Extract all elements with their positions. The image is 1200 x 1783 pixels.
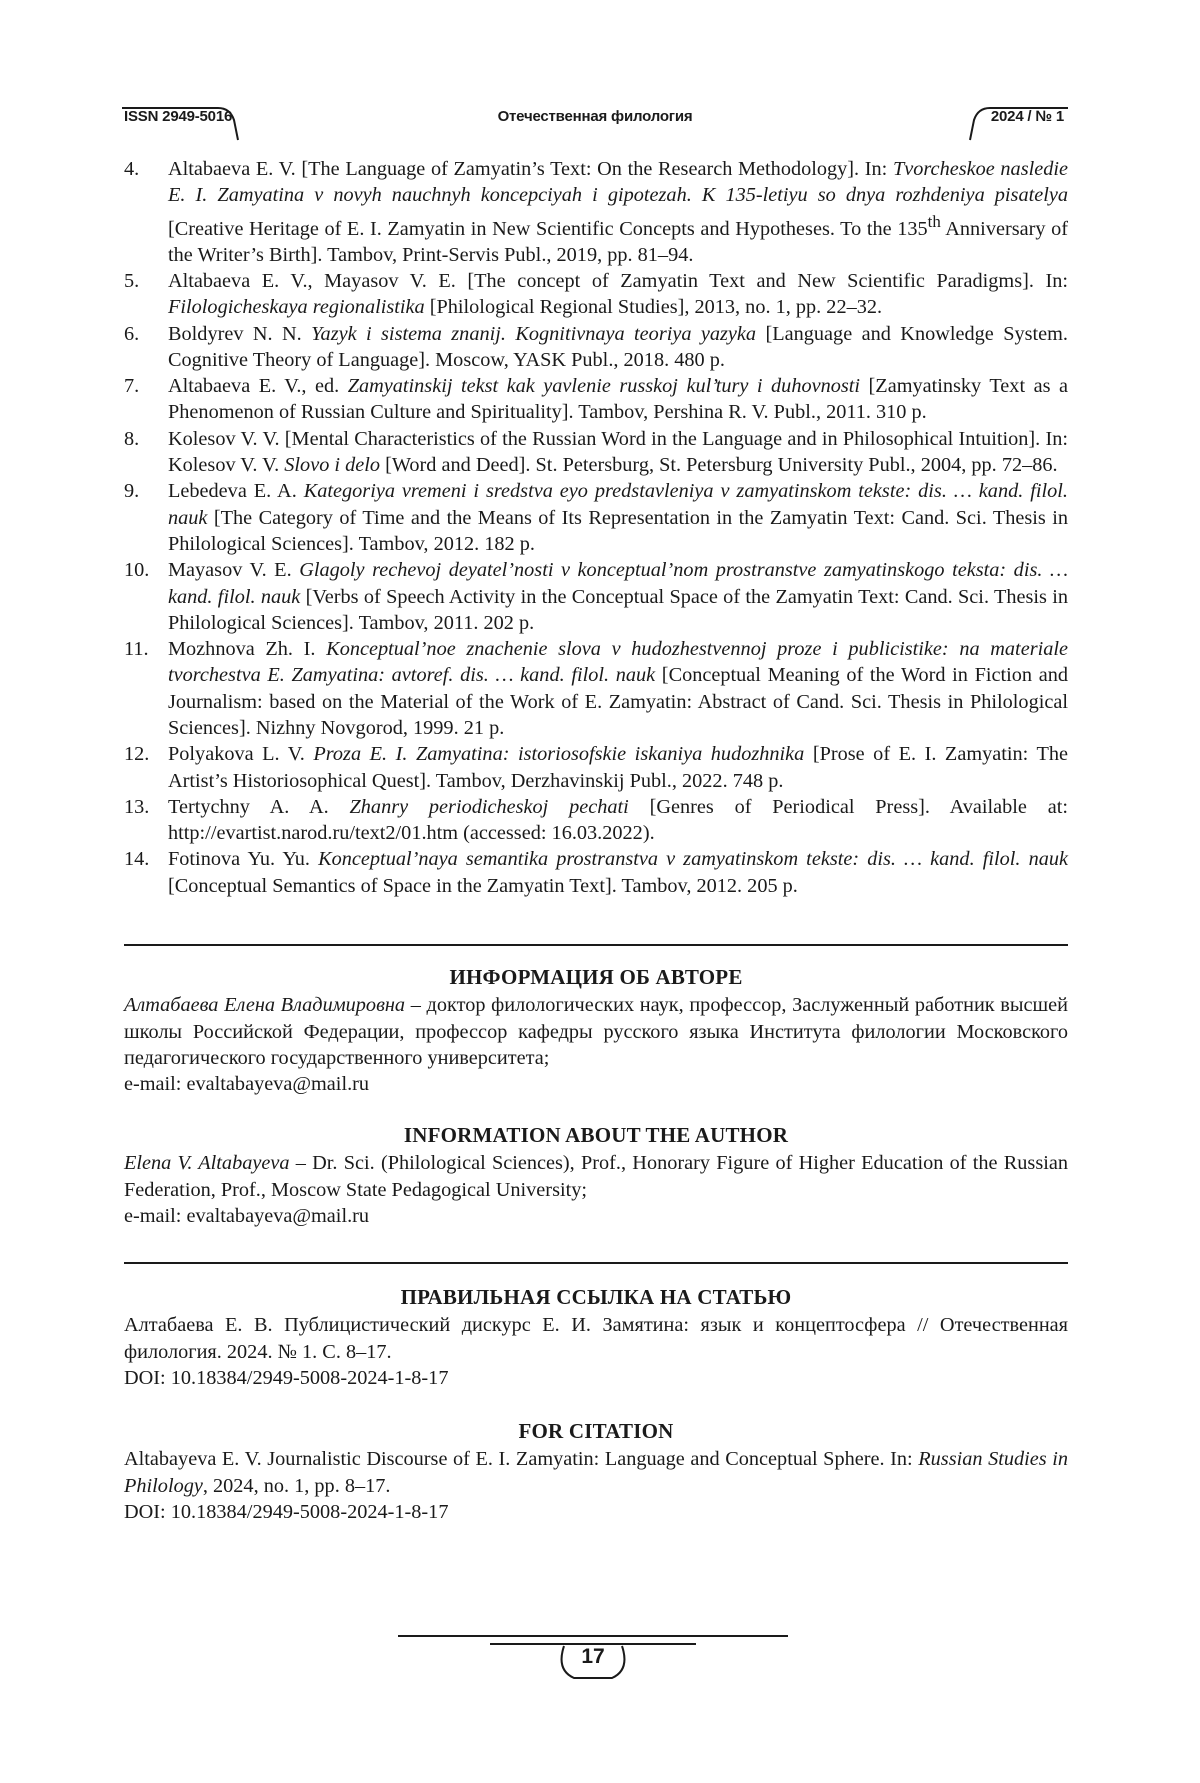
reference-text: [Genres of Periodical Press]. Available at: http://evartist.narod.ru/text2/01.htm (accessed: 16.03.2022).: [168, 796, 1068, 844]
running-header: [122, 88, 1068, 144]
author-name-ru: Алтабаева Елена Владимировна: [124, 994, 405, 1016]
reference-title: Kategoriya vremeni i sredstva eyo predstavleniya v zamyatinskom tekste: dis. … kand. filol. nauk: [168, 480, 1068, 528]
reference-text: [Conceptual Meaning of the Word in Fiction and Journalism: based on the Material of the Work of E. Zamyatin: Abstract of Cand. Sci. Thesis in Philological Sciences]. Nizhny Novgorod, 1999. 21 p.: [168, 664, 1068, 739]
reference-text: Altabaeva E. V., Mayasov V. E. [The concept of Zamyatin Text and New Scientific Paradigms]. In:: [168, 270, 1068, 292]
reference-item: [124, 794, 1068, 847]
section-divider: [124, 944, 1068, 946]
reference-item: [124, 321, 1068, 374]
reference-title: Tvorcheskoe nasledie E. I. Zamyatina v novyh nauchnyh koncepciyah i gipotezah. K 135-letiyu so dnya rozhdeniya pisatelya: [168, 158, 1068, 206]
reference-text: [Verbs of Speech Activity in the Conceptual Space of the Zamyatin Text: Cand. Sci. Thesis in Philological Sciences]. Tambov, 2011. 202 p.: [168, 586, 1068, 634]
reference-number: 13.: [124, 794, 149, 820]
reference-item: [124, 478, 1068, 557]
reference-text: Polyakova L. V.: [168, 743, 313, 765]
reference-text: [Language and Knowledge System. Cognitive Theory of Language]. Moscow, YASK Publ., 2018. 480 p.: [168, 323, 1068, 371]
citation-en-text-after: , 2024, no. 1, pp. 8–17.: [203, 1475, 391, 1497]
issue-label: 2024 / № 1: [991, 108, 1064, 125]
reference-text: Mozhnova Zh. I.: [168, 638, 326, 660]
reference-list: [124, 156, 1068, 899]
reference-item: [124, 426, 1068, 479]
reference-text: [Word and Deed]. St. Petersburg, St. Petersburg University Publ., 2004, pp. 72–86.: [380, 454, 1058, 476]
reference-text: [Prose of E. I. Zamyatin: The Artist’s Historiosophical Quest]. Tambov, Derzhavinskij Publ., 2022. 748 p.: [168, 743, 1068, 791]
reference-item: [124, 636, 1068, 741]
reference-text: [The Category of Time and the Means of Its Representation in the Zamyatin Text: Cand. Sci. Thesis in Philological Sciences]. Tambov, 2012. 182 p.: [168, 507, 1068, 555]
reference-number: 9.: [124, 478, 139, 504]
reference-text: Anniversary of the Writer’s Birth]. Tambov, Print-Servis Publ., 2019, pp. 81–94.: [168, 217, 1068, 265]
reference-number: 11.: [124, 636, 149, 662]
reference-text: Fotinova Yu. Yu.: [168, 848, 318, 870]
reference-item: [124, 268, 1068, 321]
reference-title: Konceptual’noe znachenie slova v hudozhestvennoj proze i publicistike: na materiale tvorchestva E. Zamyatina: avtoref. dis. … kand. filol. nauk: [168, 638, 1068, 686]
citation-ru-heading: ПРАВИЛЬНАЯ ССЫЛКА НА СТАТЬЮ: [124, 1284, 1068, 1310]
author-name-en: Elena V. Altabayeva: [124, 1152, 290, 1174]
author-description-en: – Dr. Sci. (Philological Sciences), Prof., Honorary Figure of Higher Education of the Russian Federation, Prof., Moscow State Pedagogical University;: [124, 1152, 1068, 1200]
reference-item: [124, 156, 1068, 268]
reference-number: 4.: [124, 156, 139, 182]
reference-item: [124, 557, 1068, 636]
citation-en-text: [124, 1446, 1068, 1499]
author-info-en-heading: INFORMATION ABOUT THE AUTHOR: [124, 1122, 1068, 1148]
author-info-ru-heading: ИНФОРМАЦИЯ ОБ АВТОРЕ: [124, 964, 1068, 990]
citation-en-doi: DOI: 10.18384/2949-5008-2024-1-8-17: [124, 1499, 1068, 1525]
reference-title: Glagoly rechevoj deyatel’nosti v konceptual’nom prostranstve zamyatinskogo teksta: dis. … kand. filol. nauk: [168, 559, 1068, 607]
reference-number: 5.: [124, 268, 139, 294]
citation-ru-text: Алтабаева Е. В. Публицистический дискурс Е. И. Замятина: язык и концептосфера // Отечественная филология. 2024. № 1. С. 8–17.: [124, 1312, 1068, 1365]
reference-title: Konceptual’naya semantika prostranstva v zamyatinskom tekste: dis. … kand. filol. nauk: [318, 848, 1068, 870]
reference-text: Tertychny A. A.: [168, 796, 350, 818]
reference-text: [Zamyatinsky Text as a Phenomenon of Russian Culture and Spirituality]. Tambov, Pershina R. V. Publ., 2011. 310 p.: [168, 375, 1068, 423]
reference-title: Yazyk i sistema znanij. Kognitivnaya teoriya yazyka: [311, 323, 756, 345]
section-divider: [124, 1262, 1068, 1264]
reference-number: 10.: [124, 557, 149, 583]
reference-text: [Philological Regional Studies], 2013, no. 1, pp. 22–32.: [425, 296, 882, 318]
reference-title: Zhanry periodicheskoj pechati: [350, 796, 629, 818]
reference-number: 12.: [124, 741, 149, 767]
author-email-en[interactable]: e-mail: evaltabayeva@mail.ru: [124, 1203, 1068, 1229]
page-number: 17: [398, 1645, 788, 1669]
reference-text: [Creative Heritage of E. I. Zamyatin in New Scientific Concepts and Hypotheses. To the 135: [168, 217, 928, 239]
reference-number: 7.: [124, 373, 139, 399]
citation-en: [124, 1418, 1068, 1525]
author-info-en-text: [124, 1150, 1068, 1203]
page-footer: [398, 1632, 788, 1688]
issn-label: ISSN 2949-5016: [124, 108, 232, 125]
author-description-ru: – доктор филологических наук, профессор, Заслуженный работник высшей школы Российской Федерации, профессор кафедры русского языка Института филологии Московского педагогического государственного университета;: [124, 994, 1068, 1069]
reference-number: 8.: [124, 426, 139, 452]
citation-ru: [124, 1284, 1068, 1391]
reference-text: Altabaeva E. V., ed.: [168, 375, 348, 397]
reference-text: Kolesov V. V. [Mental Characteristics of the Russian Word in the Language and in Philosophical Intuition]. In: Kolesov V. V.: [168, 428, 1068, 476]
reference-title: Slovo i delo: [284, 454, 380, 476]
reference-item: [124, 373, 1068, 426]
reference-text: [Conceptual Semantics of Space in the Zamyatin Text]. Tambov, 2012. 205 p.: [168, 875, 798, 897]
author-info-ru-text: [124, 992, 1068, 1071]
author-info-en: [124, 1122, 1068, 1229]
citation-en-heading: FOR CITATION: [124, 1418, 1068, 1444]
reference-text: Boldyrev N. N.: [168, 323, 311, 345]
reference-number: 14.: [124, 846, 149, 872]
reference-text: Mayasov V. E.: [168, 559, 299, 581]
reference-item: [124, 846, 1068, 899]
author-info-ru: [124, 964, 1068, 1097]
journal-title: Отечественная филология: [122, 108, 1068, 125]
reference-title: Zamyatinskij tekst kak yavlenie russkoj kul’tury i duhovnosti: [348, 375, 860, 397]
reference-title: Filologicheskaya regionalistika: [168, 296, 425, 318]
citation-en-journal: Russian Studies in Philology: [124, 1448, 1068, 1496]
reference-number: 6.: [124, 321, 139, 347]
reference-text: Altabaeva E. V. [The Language of Zamyatin’s Text: On the Research Methodology]. In:: [168, 158, 893, 180]
citation-en-text-before: Altabayeva E. V. Journalistic Discourse of E. I. Zamyatin: Language and Conceptual Sphere. In:: [124, 1448, 918, 1470]
reference-title: Proza E. I. Zamyatina: istoriosofskie iskaniya hudozhnika: [313, 743, 804, 765]
reference-text: Lebedeva E. A.: [168, 480, 304, 502]
reference-text: th: [928, 212, 941, 231]
reference-item: [124, 741, 1068, 794]
author-email-ru[interactable]: e-mail: evaltabayeva@mail.ru: [124, 1071, 1068, 1097]
citation-ru-doi: DOI: 10.18384/2949-5008-2024-1-8-17: [124, 1365, 1068, 1391]
